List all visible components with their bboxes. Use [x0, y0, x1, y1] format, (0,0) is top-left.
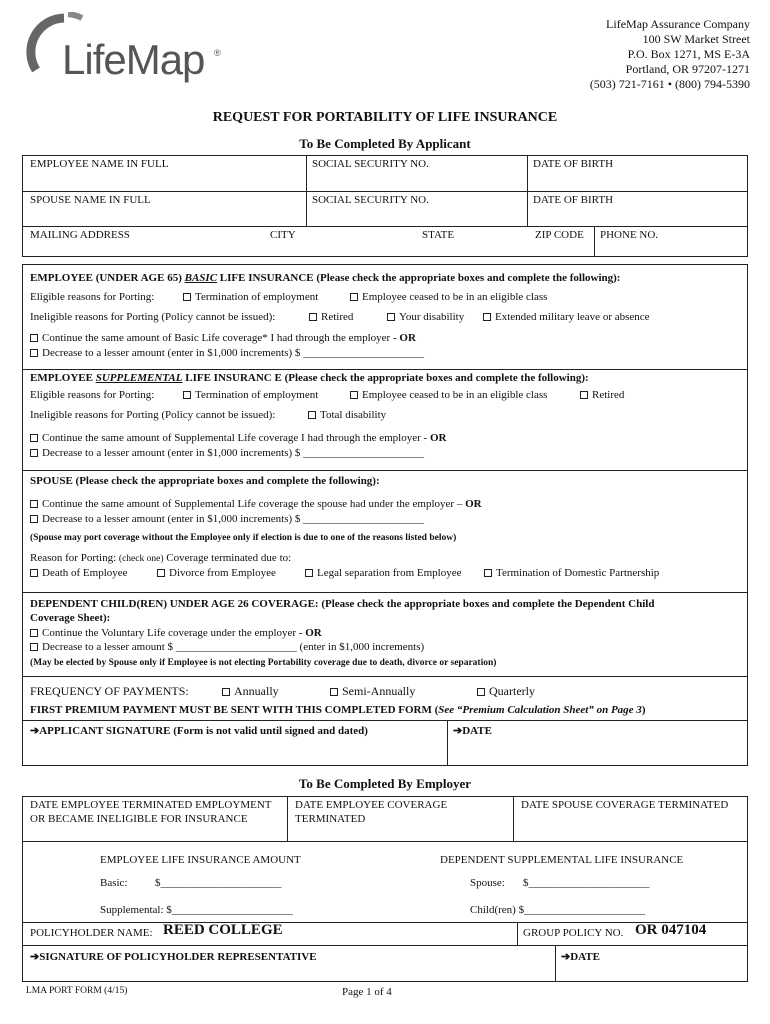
spouse-note: (Spouse may port coverage without the Employee only if election is due to one of the reasons listed below) — [30, 533, 457, 543]
employer-heading: To Be Completed By Employer — [298, 776, 472, 791]
supp-decrease-checkbox[interactable]: Decrease to a lesser amount (enter in $1,000 increments) $ ______________________ — [30, 447, 424, 459]
spouse-ssn-field[interactable]: SOCIAL SECURITY NO. — [312, 194, 429, 206]
basic-continue-checkbox[interactable]: Continue the same amount of Basic Life coverage* I had through the employer - OR — [30, 332, 416, 344]
city-field[interactable]: CITY — [270, 229, 296, 241]
employee-name-field[interactable]: EMPLOYEE NAME IN FULL — [30, 158, 169, 170]
company-street: 100 SW Market Street — [642, 32, 750, 46]
supp-eligible-label: Eligible reasons for Porting: — [30, 389, 155, 401]
basic-heading: EMPLOYEE (UNDER AGE 65) BASIC LIFE INSURANCE (Please check the appropriate boxes and complete the following): — [30, 272, 621, 284]
spouse-heading: SPOUSE (Please check the appropriate boxes and complete the following): — [30, 475, 380, 487]
supp-ceased-class-checkbox[interactable]: Employee ceased to be in an eligible class — [350, 389, 547, 401]
logo-registered-mark: ® — [214, 48, 221, 58]
policyholder-signature-field[interactable]: ➔SIGNATURE OF POLICYHOLDER REPRESENTATIVE — [30, 951, 317, 963]
spouse-reason-label: Reason for Porting: (check one) Coverage terminated due to: — [30, 552, 292, 564]
basic-disability-checkbox[interactable]: Your disability — [387, 311, 464, 323]
annually-checkbox[interactable]: Annually — [222, 684, 279, 699]
divorce-checkbox[interactable]: Divorce from Employee — [157, 567, 276, 579]
company-pobox: P.O. Box 1271, MS E-3A — [627, 47, 750, 61]
date-terminated-line1[interactable]: DATE EMPLOYEE TERMINATED EMPLOYMENT — [30, 799, 272, 811]
spouse-decrease-checkbox[interactable]: Decrease to a lesser amount (enter in $1,000 increments) $ ______________________ — [30, 513, 424, 525]
dependent-decrease-checkbox[interactable]: Decrease to a lesser amount $ ______________________ (enter in $1,000 increments) — [30, 641, 424, 653]
supplemental-heading: EMPLOYEE SUPPLEMENTAL LIFE INSURANC E (Please check the appropriate boxes and complete the following): — [30, 372, 589, 384]
dependent-note: (May be elected by Spouse only if Employee is not electing Portability coverage due to death, divorce or separation) — [30, 658, 497, 668]
policyholder-value: REED COLLEGE — [163, 922, 283, 938]
basic-ceased-class-checkbox[interactable]: Employee ceased to be in an eligible class — [350, 291, 547, 303]
supp-continue-checkbox[interactable]: Continue the same amount of Supplemental Life coverage I had through the employer - OR — [30, 432, 446, 444]
logo-text: LifeMap — [62, 36, 205, 83]
date-terminated-line2: OR BECAME INELIGIBLE FOR INSURANCE — [30, 813, 248, 825]
group-policy-value: OR 047104 — [635, 922, 707, 938]
dependent-amount-heading: DEPENDENT SUPPLEMENTAL LIFE INSURANCE — [440, 854, 684, 866]
employee-ssn-field[interactable]: SOCIAL SECURITY NO. — [312, 158, 429, 170]
separation-checkbox[interactable]: Legal separation from Employee — [305, 567, 461, 579]
spouse-dob-field[interactable]: DATE OF BIRTH — [533, 194, 614, 206]
supplemental-amount-field[interactable]: Supplemental: $______________________ — [100, 904, 293, 916]
policyholder-label: POLICYHOLDER NAME: — [30, 927, 153, 939]
date-coverage-line1[interactable]: DATE EMPLOYEE COVERAGE — [295, 799, 448, 811]
state-field[interactable]: STATE — [422, 229, 455, 241]
applicant-date-field[interactable]: ➔DATE — [453, 725, 492, 737]
spouse-label: Spouse: — [470, 877, 505, 889]
applicant-info-box — [22, 155, 748, 257]
date-coverage-line2: TERMINATED — [295, 813, 366, 825]
dependent-heading-line1: DEPENDENT CHILD(REN) UNDER AGE 26 COVERAGE: (Please check the appropriate boxes and complete the Dependent Child — [30, 598, 655, 610]
spouse-continue-checkbox[interactable]: Continue the same amount of Supplemental Life coverage the spouse had under the employer – OR — [30, 498, 482, 510]
spouse-name-field[interactable]: SPOUSE NAME IN FULL — [30, 194, 151, 206]
form-number: LMA PORT FORM (4/15) — [26, 986, 128, 996]
date-spouse-terminated[interactable]: DATE SPOUSE COVERAGE TERMINATED — [521, 799, 729, 811]
employee-amount-heading: EMPLOYEE LIFE INSURANCE AMOUNT — [100, 854, 301, 866]
domestic-partnership-checkbox[interactable]: Termination of Domestic Partnership — [484, 567, 659, 579]
death-checkbox[interactable]: Death of Employee — [30, 567, 128, 579]
quarterly-checkbox[interactable]: Quarterly — [477, 684, 535, 699]
semi-annually-checkbox[interactable]: Semi-Annually — [330, 684, 415, 699]
basic-retired-checkbox[interactable]: Retired — [309, 311, 353, 323]
zip-field[interactable]: ZIP CODE — [535, 229, 584, 241]
policyholder-date-field[interactable]: ➔DATE — [561, 951, 600, 963]
applicant-heading: To Be Completed By Applicant — [299, 136, 471, 151]
company-address — [590, 17, 750, 92]
first-premium-notice: FIRST PREMIUM PAYMENT MUST BE SENT WITH THIS COMPLETED FORM (See “Premium Calculation Sheet” on Page 3) — [30, 704, 646, 716]
basic-label: Basic: — [100, 877, 128, 889]
lifemap-logo — [24, 12, 234, 92]
company-city: Portland, OR 97207-1271 — [625, 62, 750, 76]
basic-ineligible-label: Ineligible reasons for Porting (Policy cannot be issued): — [30, 311, 276, 323]
dependent-heading-line2: Coverage Sheet): — [30, 612, 111, 624]
mailing-address-field[interactable]: MAILING ADDRESS — [30, 229, 130, 241]
company-phone: (503) 721-7161 • (800) 794-5390 — [589, 77, 750, 91]
supp-retired-checkbox[interactable]: Retired — [580, 389, 624, 401]
basic-amount-field[interactable]: $______________________ — [155, 877, 282, 889]
supp-ineligible-label: Ineligible reasons for Porting (Policy cannot be issued): — [30, 409, 276, 421]
children-amount-field[interactable]: Child(ren) $______________________ — [470, 904, 646, 916]
supp-total-disability-checkbox[interactable]: Total disability — [308, 409, 386, 421]
basic-decrease-checkbox[interactable]: Decrease to a lesser amount (enter in $1,000 increments) $ ______________________ — [30, 347, 424, 359]
spouse-amount-field[interactable]: $______________________ — [523, 877, 650, 889]
company-name: LifeMap Assurance Company — [606, 17, 750, 31]
employee-dob-field[interactable]: DATE OF BIRTH — [533, 158, 614, 170]
dependent-continue-checkbox[interactable]: Continue the Voluntary Life coverage under the employer - OR — [30, 627, 322, 639]
basic-termination-checkbox[interactable]: Termination of employment — [183, 291, 318, 303]
group-policy-label: GROUP POLICY NO. — [523, 927, 624, 939]
basic-military-checkbox[interactable]: Extended military leave or absence — [483, 311, 650, 323]
supp-termination-checkbox[interactable]: Termination of employment — [183, 389, 318, 401]
form-title: REQUEST FOR PORTABILITY OF LIFE INSURANCE — [212, 110, 558, 125]
frequency-label: FREQUENCY OF PAYMENTS: — [30, 684, 189, 698]
applicant-signature-field[interactable]: ➔APPLICANT SIGNATURE (Form is not valid until signed and dated) — [30, 725, 368, 737]
phone-field[interactable]: PHONE NO. — [600, 229, 659, 241]
page-number: Page 1 of 4 — [342, 986, 392, 998]
basic-eligible-label: Eligible reasons for Porting: — [30, 291, 155, 303]
